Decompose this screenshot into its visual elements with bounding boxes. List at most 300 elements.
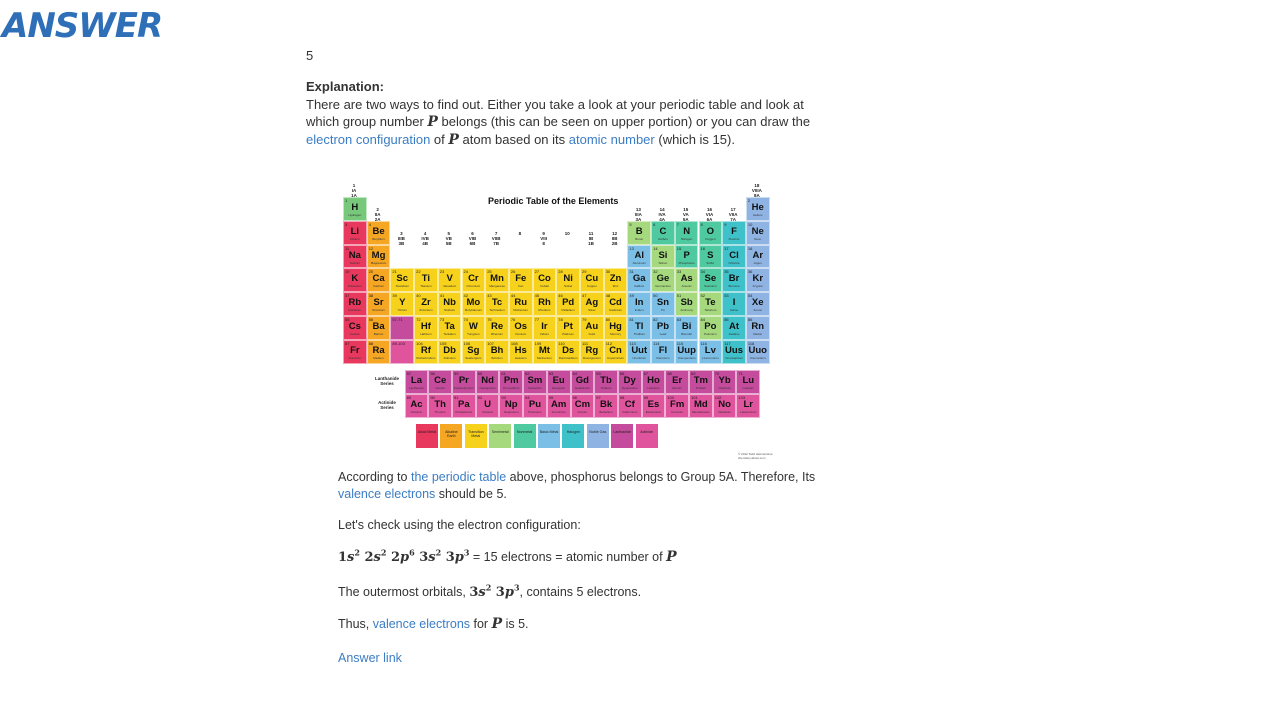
group-label: 18 VIIIA 8A	[751, 183, 762, 198]
element-symbol: Cd	[609, 297, 622, 309]
element-symbol: K	[351, 273, 359, 285]
element-name: Palladium	[561, 308, 575, 313]
element-symbol: Cr	[468, 273, 479, 285]
atomic-number: 55	[345, 317, 350, 322]
element-cell-Au	[580, 316, 604, 340]
element-symbol: Pu	[528, 399, 542, 410]
electron-configuration-link[interactable]: electron configuration	[306, 132, 431, 147]
element-name: Erbium	[672, 386, 682, 390]
element-cell-Ce	[428, 370, 452, 394]
paragraph-conclusion	[338, 616, 818, 633]
element-name: Francium	[348, 355, 362, 360]
legend-item: Transition Metal	[465, 424, 487, 448]
element-name: Ytterbium	[718, 386, 731, 390]
explanation-text-4: atom based on its	[458, 132, 569, 147]
element-cell-Rf	[414, 340, 438, 364]
atomic-number: 33	[676, 269, 682, 275]
element-symbol: Db	[443, 344, 456, 356]
group-label: 3 IIIB 3B	[397, 230, 405, 246]
element-name: Indium	[634, 308, 644, 313]
legend-item: Basic Metal	[538, 424, 560, 448]
variable-p: P	[491, 616, 503, 632]
variable-p: P	[427, 114, 438, 130]
element-cell-Tb	[594, 370, 618, 394]
element-name: Lawrencium	[740, 410, 757, 414]
element-symbol: Zr	[421, 297, 431, 309]
atomic-number: 15	[676, 245, 682, 251]
atomic-number: 60	[477, 371, 483, 376]
element-symbol: Rh	[538, 297, 551, 309]
valence-electrons-link[interactable]: valence electrons	[338, 486, 436, 501]
element-symbol: Na	[348, 249, 361, 261]
element-cell-Cu	[580, 268, 604, 292]
atomic-number: 19	[345, 269, 350, 275]
atomic-number: 57	[406, 371, 412, 376]
element-name: Iron	[518, 284, 524, 289]
element-name: Aluminum	[632, 260, 646, 265]
element-name: Holmium	[647, 386, 660, 390]
element-cell-Xe	[746, 292, 770, 316]
element-cell-F	[722, 221, 746, 245]
atomic-number: 24	[463, 269, 468, 275]
atomic-number: 74	[463, 317, 468, 322]
element-name: Californium	[622, 410, 638, 414]
element-symbol: Mt	[538, 344, 550, 356]
element-name: Magnesium	[370, 260, 387, 265]
group-label: 9 VIII 8	[540, 230, 547, 246]
element-symbol: Tc	[491, 297, 503, 309]
element-cell-Cs	[343, 316, 367, 340]
element-symbol: No	[718, 399, 731, 410]
element-name: Thorium	[434, 410, 446, 414]
atomic-number: 16	[700, 245, 705, 251]
element-symbol: At	[729, 321, 740, 332]
element-symbol: Ru	[514, 297, 528, 309]
atomic-number: 54	[747, 293, 753, 299]
valence-electrons-link[interactable]: valence electrons	[372, 617, 471, 631]
element-symbol: Ce	[434, 375, 447, 386]
element-cell-At	[722, 316, 746, 340]
periodic-table-link[interactable]: the periodic table	[410, 470, 507, 484]
atomic-number: 53	[724, 293, 729, 299]
element-cell-He	[746, 197, 770, 221]
atomic-number: 93	[501, 395, 506, 400]
element-symbol: Dy	[623, 375, 636, 386]
element-name: Rutherfordium	[416, 355, 436, 360]
text: is 5.	[502, 617, 529, 631]
atomic-number: 49	[629, 293, 634, 299]
element-cell-Cr	[462, 268, 486, 292]
atomic-number: 43	[487, 293, 492, 299]
element-symbol: Hf	[420, 321, 431, 332]
atomic-number: 88	[368, 340, 374, 346]
element-cell-In	[627, 292, 651, 316]
element-cell-Er	[665, 370, 689, 394]
element-cell-Ds	[556, 340, 580, 364]
element-cell-Cf	[618, 394, 642, 418]
element-name: Rubidium	[348, 308, 362, 313]
element-symbol: Ds	[562, 344, 575, 356]
atomic-number: 34	[700, 269, 705, 275]
atomic-number: 101	[691, 395, 698, 400]
element-name: Radon	[753, 332, 763, 336]
outer-orbitals-math: $3s^2$ $3p^3$	[469, 582, 520, 600]
element-symbol: Pt	[563, 321, 573, 332]
element-cell-Sg	[462, 340, 486, 364]
text: for	[470, 617, 492, 631]
element-name: Scandium	[395, 284, 409, 289]
element-symbol: Lu	[742, 375, 755, 386]
element-name: Manganese	[489, 284, 505, 289]
element-symbol: P	[683, 249, 690, 261]
atomic-number: 96	[572, 395, 577, 400]
element-cell-series	[390, 340, 414, 364]
paragraph-check: Let's check using the electron configuration:	[338, 518, 581, 532]
element-symbol: Au	[585, 321, 599, 332]
element-cell-N	[675, 221, 699, 245]
element-name: Phosphorus	[678, 260, 695, 265]
group-label: 7 VIIB 7B	[491, 230, 501, 246]
element-cell-Ca	[367, 268, 391, 292]
atomic-number: 13	[629, 245, 634, 251]
element-symbol: Pd	[562, 297, 575, 309]
element-name: Zinc	[612, 284, 619, 289]
element-symbol: O	[706, 225, 715, 237]
atomic-number: 86	[747, 317, 753, 322]
legend-item: Lanthanide	[611, 424, 633, 448]
element-cell-Fr	[343, 340, 367, 364]
element-symbol: C	[659, 225, 667, 237]
atomic-number: 83	[676, 317, 682, 322]
element-symbol: Hs	[514, 344, 527, 356]
element-cell-series	[390, 316, 414, 340]
formula-math: $1s^2$ $2s^2$ $2p^6$ $3s^2$ $3p^3$	[338, 547, 470, 565]
element-name: Arsenic	[681, 284, 692, 289]
element-cell-Pt	[556, 316, 580, 340]
element-name: Sodium	[349, 260, 360, 265]
atomic-number: 52	[700, 293, 705, 299]
element-symbol: Tb	[600, 375, 612, 386]
element-cell-Rb	[343, 292, 367, 316]
element-cell-Ho	[642, 370, 666, 394]
group-label: 2 IIA 2A	[374, 206, 381, 222]
element-symbol: Ca	[372, 273, 385, 285]
element-name: Silver	[588, 308, 596, 313]
element-name: Rhenium	[491, 332, 504, 336]
element-cell-Cd	[604, 292, 628, 316]
atomic-number: 61	[501, 371, 506, 376]
element-symbol: Ar	[752, 249, 764, 261]
atomic-number: 35	[724, 269, 729, 275]
element-symbol: Ta	[444, 321, 455, 332]
element-name: Krypton	[752, 284, 763, 289]
text: should be 5.	[435, 486, 507, 501]
element-name: Technetium	[489, 308, 505, 313]
element-name: Fermium	[671, 410, 684, 414]
element-symbol: He	[751, 202, 764, 213]
lanthanide-series-label: Lanthanide Series	[374, 376, 399, 386]
element-cell-C	[651, 221, 675, 245]
element-symbol: Sm	[527, 375, 543, 386]
element-cell-Al	[627, 245, 651, 269]
element-cell-Bk	[594, 394, 618, 418]
element-name: Zirconium	[419, 308, 433, 313]
group-label: 14 IVA 4A	[658, 206, 666, 222]
element-cell-Zn	[604, 268, 628, 292]
atomic-number: 90	[430, 395, 435, 400]
element-name: Nitrogen	[680, 236, 693, 241]
element-symbol: Gd	[575, 375, 589, 386]
element-cell-Mn	[485, 268, 509, 292]
atomic-number: 11	[345, 245, 350, 251]
atomic-number: 64	[572, 371, 577, 376]
element-name: Iridium	[539, 332, 549, 336]
element-name: Chromium	[466, 284, 481, 289]
element-name: Sulfur	[706, 260, 715, 265]
element-cell-No	[713, 394, 737, 418]
atomic-number: 10	[747, 221, 753, 227]
element-symbol: Te	[705, 297, 716, 309]
element-name: Americium	[551, 410, 566, 414]
element-symbol: Uut	[631, 344, 648, 356]
element-cell-Po	[699, 316, 723, 340]
element-cell-Sb	[675, 292, 699, 316]
atomic-number: 106	[463, 340, 471, 346]
answer-link[interactable]: Answer link	[338, 651, 402, 665]
element-name: Ununoctium	[749, 355, 766, 360]
text: The outermost orbitals,	[338, 585, 470, 599]
element-name: Mendelevium	[691, 410, 710, 414]
element-cell-W	[462, 316, 486, 340]
element-name: Neptunium	[503, 410, 519, 414]
atomic-number: 41	[439, 293, 445, 299]
element-name: Hydrogen	[348, 213, 362, 217]
periodic-table-title: Periodic Table of the Elements	[488, 196, 619, 206]
element-cell-Eu	[547, 370, 571, 394]
atomic-number: 76	[510, 317, 516, 322]
element-cell-Pu	[523, 394, 547, 418]
atomic-number: 17	[724, 245, 729, 251]
element-symbol: Si	[658, 249, 668, 261]
element-name: Fluorine	[728, 236, 740, 241]
atomic-number-link[interactable]: atomic number	[568, 132, 655, 147]
atomic-number: 59	[454, 371, 459, 376]
element-cell-Am	[547, 394, 571, 418]
element-name: Calcium	[373, 284, 384, 289]
atomic-number: 5	[629, 221, 632, 227]
element-cell-S	[699, 245, 723, 269]
element-symbol: Li	[350, 225, 360, 237]
element-cell-Hf	[414, 316, 438, 340]
atomic-number: 113	[629, 340, 636, 346]
element-symbol: Uup	[677, 344, 696, 356]
element-cell-Cl	[722, 245, 746, 269]
element-cell-Os	[509, 316, 533, 340]
element-name: Dubnium	[443, 355, 456, 360]
atomic-number: 63	[548, 371, 554, 376]
atomic-number: 38	[368, 293, 374, 299]
element-cell-Es	[642, 394, 666, 418]
atomic-number: 14	[653, 245, 658, 251]
element-symbol: Ga	[632, 273, 646, 285]
element-cell-Db	[438, 340, 462, 364]
element-name: Curium	[577, 410, 588, 414]
element-name: Carbon	[658, 236, 668, 241]
element-cell-Yb	[713, 370, 737, 394]
element-symbol: V	[446, 273, 453, 285]
element-cell-Np	[499, 394, 523, 418]
element-symbol: Ir	[541, 321, 548, 332]
element-name: Livermorium	[702, 355, 719, 360]
atomic-number: 36	[747, 269, 753, 275]
group-label: 5 VB 5B	[445, 230, 452, 246]
element-symbol: Mg	[371, 249, 386, 261]
element-cell-Hg	[604, 316, 628, 340]
element-symbol: Ho	[647, 375, 660, 386]
atomic-number: 18	[747, 245, 753, 251]
element-cell-K	[343, 268, 367, 292]
atomic-number: 103	[738, 395, 746, 400]
element-symbol: Fl	[658, 344, 668, 356]
element-symbol: Ni	[563, 273, 573, 285]
atomic-number: 50	[653, 293, 658, 299]
atomic-number: 85	[724, 317, 729, 322]
group-label: 4 IVB 4B	[421, 230, 429, 246]
element-cell-Mo	[462, 292, 486, 316]
atomic-number: 77	[534, 317, 540, 322]
atomic-number: 65	[596, 371, 601, 376]
atomic-number: 2	[747, 198, 751, 203]
element-cell-Uup	[675, 340, 699, 364]
atomic-number: 105	[439, 340, 447, 346]
atomic-number: 29	[582, 269, 587, 275]
explanation-text-5: (which is 15).	[654, 132, 735, 147]
element-name: Polonium	[704, 332, 717, 336]
atomic-number: 8	[700, 221, 703, 227]
element-cell-Pr	[452, 370, 476, 394]
element-symbol: Pm	[503, 375, 519, 386]
atomic-number: 69	[691, 371, 696, 376]
group-label: 17 VIIA 7A	[728, 206, 738, 222]
electron-configuration-formula	[338, 549, 818, 567]
element-cell-Ga	[627, 268, 651, 292]
atomic-number: 23	[439, 269, 445, 275]
element-symbol: Cn	[609, 344, 622, 356]
element-name: Terbium	[600, 386, 612, 390]
element-name: Osmium	[515, 332, 527, 336]
group-label: 1 IA 1A	[351, 183, 357, 198]
element-cell-Te	[699, 292, 723, 316]
element-name: Copper	[586, 284, 597, 289]
element-name: Titanium	[420, 284, 432, 289]
text: Thus,	[338, 617, 373, 631]
element-cell-O	[699, 221, 723, 245]
atomic-number: 75	[487, 317, 492, 322]
atomic-number: 102	[714, 395, 722, 400]
element-symbol: Cl	[729, 249, 739, 261]
element-cell-Ac	[405, 394, 429, 418]
element-symbol: Rb	[348, 297, 362, 309]
atomic-number: 116	[700, 340, 707, 346]
atomic-number: 21	[392, 269, 397, 275]
element-symbol: Co	[538, 273, 551, 285]
element-symbol: Y	[399, 297, 406, 309]
element-cell-Pd	[556, 292, 580, 316]
element-name: Cobalt	[540, 284, 549, 289]
element-name: Cadmium	[609, 308, 622, 313]
element-symbol: Yb	[718, 375, 731, 386]
element-symbol: As	[680, 273, 693, 285]
element-name: Meitnerium	[537, 355, 552, 360]
element-name: Bismuth	[681, 332, 693, 336]
explanation-title: Explanation:	[306, 79, 385, 94]
atomic-number: 73	[439, 317, 445, 322]
atomic-number: 70	[714, 371, 720, 376]
atomic-number: 89	[406, 395, 412, 400]
element-name: Gallium	[634, 284, 645, 289]
element-cell-Cm	[571, 394, 595, 418]
element-symbol: Mn	[490, 273, 504, 285]
explanation-text-3: of	[430, 132, 449, 147]
atomic-number: 48	[605, 293, 611, 299]
element-cell-Fl	[651, 340, 675, 364]
element-name: Thulium	[695, 386, 707, 390]
group-label: 11 IB 1B	[588, 230, 594, 246]
element-name: Mercury	[610, 332, 621, 336]
element-cell-Re	[485, 316, 509, 340]
element-cell-Pb	[651, 316, 675, 340]
atomic-number: 109	[534, 340, 542, 346]
element-cell-Rh	[533, 292, 557, 316]
element-symbol: Er	[672, 375, 683, 386]
group-label: 8	[518, 230, 522, 236]
element-symbol: Pb	[656, 321, 669, 332]
element-symbol: Bi	[681, 321, 692, 332]
atomic-number: 91	[454, 395, 459, 400]
element-symbol: Ge	[656, 273, 670, 285]
legend-item: Halogen	[562, 424, 584, 448]
element-name: Seaborgium	[465, 355, 482, 360]
element-cell-Ge	[651, 268, 675, 292]
element-symbol: Bh	[490, 344, 504, 356]
element-cell-Ne	[746, 221, 770, 245]
element-cell-B	[627, 221, 651, 245]
atomic-number: 6	[653, 221, 656, 227]
atomic-number: 32	[653, 269, 658, 275]
element-symbol: Ne	[751, 225, 764, 237]
atomic-number: 22	[416, 269, 421, 275]
element-cell-Pm	[499, 370, 523, 394]
element-name: Rhodium	[538, 308, 551, 313]
atomic-number: 99	[643, 395, 649, 400]
atomic-number: 97	[596, 395, 601, 400]
element-name: Roentgenium	[582, 355, 601, 360]
element-cell-V	[438, 268, 462, 292]
element-symbol: Sr	[373, 297, 384, 309]
atomic-number: 66	[619, 371, 625, 376]
element-symbol: Nd	[481, 375, 494, 386]
legend-item: Alkaline Earth	[440, 424, 462, 448]
atomic-number: 28	[558, 269, 563, 275]
element-name: Lithium	[350, 236, 360, 241]
element-name: Bromine	[728, 284, 740, 289]
answer-badge: ANSWER	[2, 6, 163, 46]
element-cell-Co	[533, 268, 557, 292]
element-name: Ununseptium	[725, 355, 743, 360]
element-name: Iodine	[729, 308, 739, 313]
element-cell-Lv	[699, 340, 723, 364]
element-symbol: Lv	[704, 344, 716, 356]
